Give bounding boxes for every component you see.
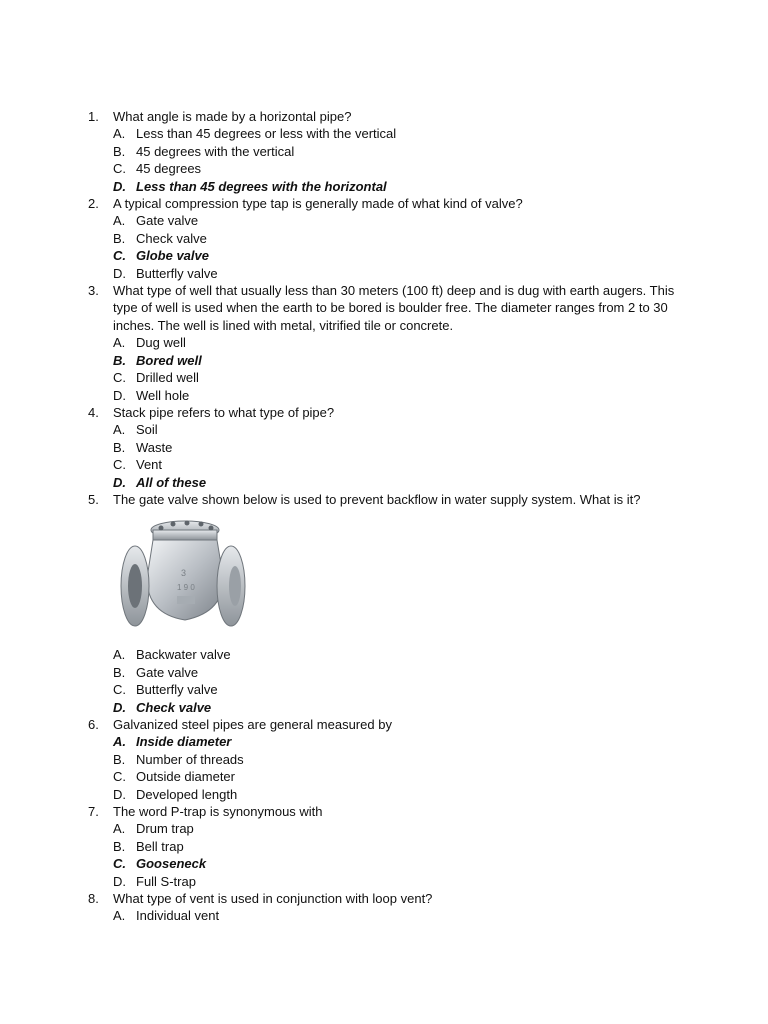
- option-letter: D.: [113, 387, 126, 403]
- question-6: [88, 716, 688, 803]
- option-text: Outside diameter: [136, 769, 235, 785]
- option-text: 45 degrees: [136, 161, 202, 177]
- option-letter: B.: [113, 838, 126, 854]
- option-b: [113, 751, 688, 768]
- option-text: Number of threads: [136, 751, 244, 767]
- option-d: [113, 178, 688, 195]
- question-text: What type of well that usually less than 30 meters (100 ft) deep and is dug with earth augers. This type of well is used when the earth to be bored is boulder free. The diameter ranges from 2 to 30 inches. The well is lined with metal, vitrified tile or concrete.: [113, 283, 675, 333]
- option-d: [113, 699, 688, 716]
- option-text: Soil: [136, 422, 158, 438]
- option-b: [113, 230, 688, 247]
- option-c: [113, 247, 688, 264]
- option-text: All of these: [136, 474, 207, 490]
- question-4: [88, 404, 688, 491]
- option-text: Less than 45 degrees or less with the vertical: [136, 126, 397, 142]
- option-b: [113, 664, 688, 681]
- option-text: Bell trap: [136, 838, 184, 854]
- option-letter: C.: [113, 682, 126, 698]
- option-letter: C.: [113, 457, 126, 473]
- option-text: Bored well: [136, 352, 202, 368]
- option-text: Vent: [136, 457, 163, 473]
- question-list: [88, 108, 688, 925]
- option-letter: C.: [113, 248, 126, 264]
- option-c: [113, 369, 688, 386]
- option-letter: A.: [113, 647, 126, 663]
- option-b: [113, 439, 688, 456]
- option-a: [113, 125, 688, 142]
- question-number: 5.: [88, 491, 99, 507]
- option-c: [113, 768, 688, 785]
- option-letter: A.: [113, 213, 126, 229]
- option-letter: B.: [113, 352, 126, 368]
- question-text: The word P-trap is synonymous with: [113, 804, 323, 819]
- question-text: What angle is made by a horizontal pipe?: [113, 109, 352, 124]
- question-text: Stack pipe refers to what type of pipe?: [113, 404, 335, 420]
- question-number: 1.: [88, 109, 99, 124]
- option-letter: A.: [113, 734, 126, 750]
- option-letter: C.: [113, 769, 126, 785]
- option-letter: D.: [113, 178, 126, 194]
- check-valve-image: [113, 516, 253, 640]
- option-letter: D.: [113, 474, 126, 490]
- question-1: [88, 108, 688, 195]
- option-d: [113, 265, 688, 282]
- question-text: What type of vent is used in conjunction with loop vent?: [113, 891, 433, 907]
- option-a: [113, 820, 688, 837]
- question-3: [88, 282, 688, 404]
- svg-text:1 9 0: 1 9 0: [177, 583, 195, 593]
- question-number: 2.: [88, 196, 99, 212]
- option-b: [113, 838, 688, 855]
- option-c: [113, 456, 688, 473]
- option-letter: A.: [113, 908, 126, 924]
- option-a: [113, 334, 688, 351]
- question-number: 4.: [88, 404, 99, 420]
- question-8: [88, 890, 688, 925]
- option-text: Less than 45 degrees with the horizontal: [136, 178, 387, 194]
- option-text: Backwater valve: [136, 647, 231, 663]
- option-b: [113, 143, 688, 160]
- option-c: [113, 160, 688, 177]
- option-a: [113, 733, 688, 750]
- option-text: Drilled well: [136, 370, 199, 386]
- option-d: [113, 873, 688, 890]
- option-b: [113, 352, 688, 369]
- option-text: Dug well: [136, 335, 186, 351]
- option-text: Drum trap: [136, 821, 194, 837]
- option-d: [113, 786, 688, 803]
- option-text: Inside diameter: [136, 734, 232, 750]
- option-text: Gooseneck: [136, 856, 207, 872]
- svg-text:3: 3: [181, 568, 187, 579]
- option-text: Check valve: [136, 699, 212, 715]
- option-c: [113, 681, 688, 698]
- option-text: Globe valve: [136, 248, 209, 264]
- option-letter: C.: [113, 370, 126, 386]
- option-d: [113, 387, 688, 404]
- question-number: 6.: [88, 716, 99, 732]
- option-letter: B.: [113, 751, 126, 767]
- option-letter: A.: [113, 126, 126, 142]
- option-letter: B.: [113, 143, 126, 159]
- option-text: Gate valve: [136, 213, 199, 229]
- option-text: Well hole: [136, 387, 190, 403]
- option-text: Check valve: [136, 230, 207, 246]
- option-a: [113, 907, 688, 924]
- option-letter: A.: [113, 335, 126, 351]
- question-number: 7.: [88, 804, 99, 819]
- option-a: [113, 646, 688, 663]
- option-letter: D.: [113, 699, 126, 715]
- option-letter: B.: [113, 230, 126, 246]
- option-text: Individual vent: [136, 908, 220, 924]
- option-a: [113, 421, 688, 438]
- option-letter: D.: [113, 786, 126, 802]
- question-5: [88, 491, 688, 716]
- option-letter: C.: [113, 161, 126, 177]
- option-letter: D.: [113, 265, 126, 281]
- question-text: A typical compression type tap is generally made of what kind of valve?: [113, 196, 523, 212]
- option-text: Gate valve: [136, 664, 199, 680]
- option-text: Butterfly valve: [136, 265, 218, 281]
- option-letter: C.: [113, 856, 126, 872]
- option-c: [113, 855, 688, 872]
- option-letter: A.: [113, 821, 126, 837]
- option-letter: B.: [113, 664, 126, 680]
- question-2: [88, 195, 688, 282]
- option-letter: D.: [113, 873, 126, 889]
- question-number: 3.: [88, 283, 99, 299]
- question-text: Galvanized steel pipes are general measured by: [113, 716, 392, 732]
- option-text: Waste: [136, 439, 173, 455]
- option-letter: A.: [113, 422, 126, 438]
- option-letter: B.: [113, 439, 126, 455]
- option-text: Developed length: [136, 786, 238, 802]
- option-text: 45 degrees with the vertical: [136, 143, 295, 159]
- option-text: Butterfly valve: [136, 682, 218, 698]
- question-7: [88, 803, 688, 890]
- option-text: Full S-trap: [136, 873, 196, 889]
- option-d: [113, 474, 688, 491]
- option-a: [113, 212, 688, 229]
- question-text: The gate valve shown below is used to prevent backflow in water supply system. What is it?: [113, 491, 641, 507]
- question-number: 8.: [88, 891, 99, 907]
